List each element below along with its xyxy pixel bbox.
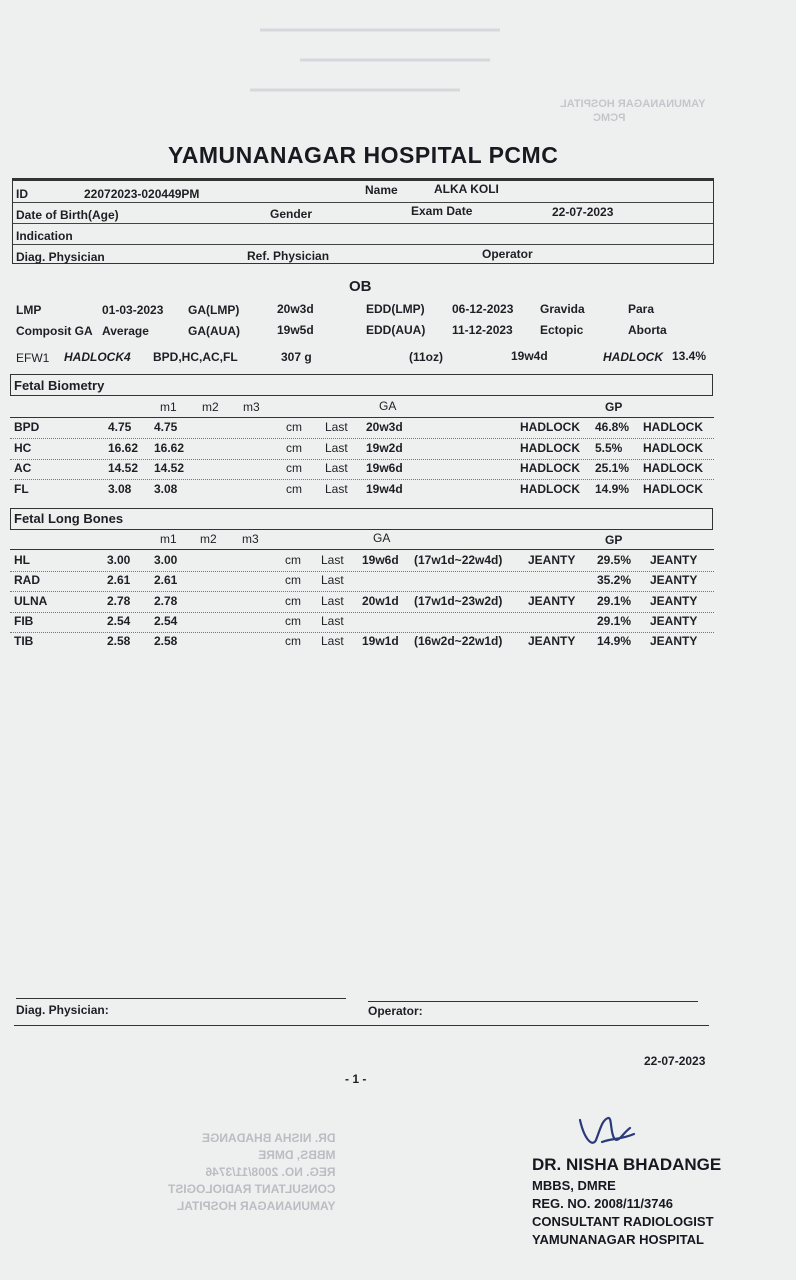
long-bone-gp-cell: 35.2%: [597, 573, 632, 587]
long-bone-m1-cell: 2.61: [154, 573, 178, 587]
divider: [13, 202, 713, 203]
biometry-name-cell: FL: [14, 482, 29, 496]
footer-date: 22-07-2023: [644, 1054, 706, 1068]
page-number: - 1 -: [345, 1072, 367, 1086]
long-bones-title: Fetal Long Bones: [14, 511, 124, 526]
stamp-mirrored: [168, 1130, 336, 1215]
row-divider: [10, 438, 714, 439]
biometry-name-cell: HC: [14, 441, 32, 455]
long-bone-range-cell: (16w2d~22w1d): [414, 634, 503, 648]
long-bone-unit-cell: cm: [285, 614, 301, 628]
biometry-value-cell: 3.08: [108, 482, 132, 496]
biometry-ga-cell: 19w4d: [366, 482, 403, 496]
long-bone-name-cell: ULNA: [14, 594, 48, 608]
long-bone-method-cell: Last: [321, 573, 344, 587]
long-bone-ref-cell: JEANTY: [528, 594, 576, 608]
biometry-unit-cell: cm: [286, 420, 302, 434]
efw-params: BPD,HC,AC,FL: [153, 350, 238, 364]
long-bone-method-cell: Last: [321, 634, 344, 648]
doctor-degree: MBBS, DMRE: [532, 1178, 616, 1193]
long-bone-method-cell: Last: [321, 594, 344, 608]
col-header-m2: m2: [200, 532, 217, 546]
long-bone-method-cell: Last: [321, 614, 344, 628]
long-bone-gp-ref-cell: JEANTY: [650, 634, 698, 648]
biometry-value-cell: 16.62: [108, 441, 139, 455]
top-stamp-line: PCMC: [593, 112, 626, 124]
gender-label: Gender: [270, 207, 313, 221]
stamp-line: MBBS, DMRE: [258, 1148, 336, 1162]
lmp-value: 01-03-2023: [102, 303, 164, 317]
long-bone-gp-cell: 29.1%: [597, 614, 632, 628]
ectopic-label: Ectopic: [540, 323, 584, 337]
composit-ga-value: Average: [102, 324, 149, 338]
biometry-gp-cell: 5.5%: [595, 441, 623, 455]
bleed-through-icon: [240, 20, 540, 120]
long-bone-name-cell: RAD: [14, 573, 40, 587]
exam-date-label: Exam Date: [411, 204, 473, 218]
footer-operator-label: Operator:: [368, 1004, 423, 1018]
long-bone-value-cell: 2.54: [107, 614, 131, 628]
lmp-label: LMP: [16, 303, 42, 317]
para-label: Para: [628, 302, 655, 316]
biometry-header-rule: [10, 417, 714, 418]
long-bone-ref-cell: JEANTY: [528, 553, 576, 567]
long-bones-header-rule: [10, 549, 714, 550]
biometry-m1-cell: 16.62: [154, 441, 185, 455]
col-header-gp: GP: [605, 533, 623, 547]
footer-rule: [14, 1025, 709, 1026]
long-bone-value-cell: 3.00: [107, 553, 131, 567]
long-bone-ga-cell: 19w6d: [362, 553, 399, 567]
long-bone-name-cell: HL: [14, 553, 30, 567]
long-bone-gp-cell: 14.9%: [597, 634, 632, 648]
operator-sign-line: [368, 1001, 698, 1002]
ga-aua-value: 19w5d: [277, 323, 314, 337]
biometry-unit-cell: cm: [286, 461, 302, 475]
biometry-ga-cell: 20w3d: [366, 420, 403, 434]
hospital-title: YAMUNANAGAR HOSPITAL PCMC: [168, 142, 559, 168]
biometry-ref-cell: HADLOCK: [520, 420, 580, 434]
biometry-ga-cell: 19w2d: [366, 441, 403, 455]
long-bone-ga-cell: 20w1d: [362, 594, 399, 608]
doctor-hospital: YAMUNANAGAR HOSPITAL: [532, 1232, 704, 1247]
efw-percent: 13.4%: [672, 349, 707, 363]
edd-lmp-label: EDD(LMP): [366, 302, 425, 316]
name-value: ALKA KOLI: [434, 182, 499, 196]
long-bone-unit-cell: cm: [285, 573, 301, 587]
id-value: 22072023-020449PM: [84, 187, 200, 201]
aborta-label: Aborta: [628, 323, 667, 337]
biometry-m1-cell: 3.08: [154, 482, 178, 496]
biometry-ga-cell: 19w6d: [366, 461, 403, 475]
long-bone-value-cell: 2.61: [107, 573, 131, 587]
long-bone-gp-ref-cell: JEANTY: [650, 553, 698, 567]
long-bone-unit-cell: cm: [285, 594, 301, 608]
biometry-method-cell: Last: [325, 482, 348, 496]
ref-physician-label: Ref. Physician: [247, 249, 330, 263]
efw-weight: 307 g: [281, 350, 312, 364]
edd-aua-label: EDD(AUA): [366, 323, 426, 337]
long-bone-m1-cell: 2.78: [154, 594, 178, 608]
biometry-gp-ref-cell: HADLOCK: [643, 461, 703, 475]
row-divider: [10, 479, 714, 480]
gravida-label: Gravida: [540, 302, 585, 316]
efw-label: EFW1: [16, 351, 50, 365]
doctor-title: CONSULTANT RADIOLOGIST: [532, 1214, 714, 1229]
biometry-ref-cell: HADLOCK: [520, 441, 580, 455]
top-stamp-mirrored: [560, 97, 705, 125]
col-header-ga: GA: [379, 399, 397, 413]
operator-label: Operator: [482, 247, 533, 261]
biometry-method-cell: Last: [325, 461, 348, 475]
row-divider: [10, 459, 714, 460]
biometry-ref-cell: HADLOCK: [520, 482, 580, 496]
name-label: Name: [365, 183, 398, 197]
col-header-ga: GA: [373, 531, 391, 545]
biometry-gp-cell: 25.1%: [595, 461, 630, 475]
long-bone-m1-cell: 2.54: [154, 614, 178, 628]
col-header-m3: m3: [243, 400, 260, 414]
efw-oz: (11oz): [409, 350, 444, 364]
long-bone-method-cell: Last: [321, 553, 344, 567]
biometry-gp-cell: 46.8%: [595, 420, 630, 434]
biometry-name-cell: BPD: [14, 420, 40, 434]
biometry-m1-cell: 14.52: [154, 461, 185, 475]
diag-physician-sign-line: [16, 998, 346, 999]
long-bone-name-cell: FIB: [14, 614, 34, 628]
long-bone-ref-cell: JEANTY: [528, 634, 576, 648]
biometry-title: Fetal Biometry: [14, 378, 105, 393]
long-bone-name-cell: TIB: [14, 634, 34, 648]
divider: [13, 223, 713, 224]
col-header-m1: m1: [160, 400, 177, 414]
long-bone-gp-ref-cell: JEANTY: [650, 573, 698, 587]
long-bone-range-cell: (17w1d~22w4d): [414, 553, 503, 567]
doctor-name: DR. NISHA BHADANGE: [532, 1155, 722, 1174]
biometry-m1-cell: 4.75: [154, 420, 178, 434]
long-bone-unit-cell: cm: [285, 634, 301, 648]
doctor-stamp: [532, 1155, 721, 1247]
long-bone-m1-cell: 3.00: [154, 553, 178, 567]
long-bone-gp-ref-cell: JEANTY: [650, 594, 698, 608]
col-header-m2: m2: [202, 400, 219, 414]
biometry-section-box: [10, 374, 713, 396]
efw-method: HADLOCK4: [64, 350, 131, 364]
biometry-gp-ref-cell: HADLOCK: [643, 420, 703, 434]
col-header-m1: m1: [160, 532, 177, 546]
col-header-gp: GP: [605, 400, 623, 414]
biometry-gp-cell: 14.9%: [595, 482, 630, 496]
biometry-name-cell: AC: [14, 461, 32, 475]
row-divider: [10, 571, 714, 572]
long-bone-gp-cell: 29.5%: [597, 553, 632, 567]
footer-diag-physician-label: Diag. Physician:: [16, 1003, 109, 1017]
doctor-reg: REG. NO. 2008/11/3746: [532, 1196, 673, 1211]
long-bone-range-cell: (17w1d~23w2d): [414, 594, 503, 608]
efw-ref: HADLOCK: [603, 350, 663, 364]
long-bone-gp-cell: 29.1%: [597, 594, 632, 608]
row-divider: [10, 612, 714, 613]
ga-lmp-value: 20w3d: [277, 302, 314, 316]
ob-heading: OB: [349, 278, 372, 295]
stamp-line: YAMUNANAGAR HOSPITAL: [176, 1199, 336, 1213]
ga-aua-label: GA(AUA): [188, 324, 240, 338]
edd-lmp-value: 06-12-2023: [452, 302, 514, 316]
long-bone-gp-ref-cell: JEANTY: [650, 614, 698, 628]
stamp-line: CONSULTANT RADIOLOGIST: [168, 1182, 336, 1196]
id-label: ID: [16, 187, 28, 201]
long-bone-unit-cell: cm: [285, 553, 301, 567]
biometry-unit-cell: cm: [286, 482, 302, 496]
dob-label: Date of Birth(Age): [16, 208, 119, 222]
row-divider: [10, 632, 714, 633]
top-stamp-line: YAMUNANAGAR HOSPITAL: [560, 98, 706, 110]
stamp-line: REG. NO. 2008/11/3746: [205, 1165, 336, 1179]
long-bone-m1-cell: 2.58: [154, 634, 178, 648]
biometry-method-cell: Last: [325, 441, 348, 455]
col-header-m3: m3: [242, 532, 259, 546]
stamp-line: DR. NISHA BHADANGE: [201, 1131, 336, 1145]
divider: [13, 244, 713, 245]
long-bone-value-cell: 2.58: [107, 634, 131, 648]
efw-ga: 19w4d: [511, 349, 548, 363]
row-divider: [10, 591, 714, 592]
long-bone-value-cell: 2.78: [107, 594, 131, 608]
biometry-gp-ref-cell: HADLOCK: [643, 482, 703, 496]
exam-date-value: 22-07-2023: [552, 205, 614, 219]
indication-label: Indication: [16, 229, 73, 243]
composit-ga-label: Composit GA: [16, 324, 93, 338]
edd-aua-value: 11-12-2023: [452, 323, 513, 337]
biometry-method-cell: Last: [325, 420, 348, 434]
signature-icon: [572, 1108, 642, 1158]
long-bone-ga-cell: 19w1d: [362, 634, 399, 648]
biometry-value-cell: 14.52: [108, 461, 139, 475]
bleed-through-text: [240, 20, 540, 120]
biometry-ref-cell: HADLOCK: [520, 461, 580, 475]
biometry-unit-cell: cm: [286, 441, 302, 455]
biometry-value-cell: 4.75: [108, 420, 132, 434]
diag-physician-label: Diag. Physician: [16, 250, 105, 264]
ga-lmp-label: GA(LMP): [188, 303, 240, 317]
biometry-gp-ref-cell: HADLOCK: [643, 441, 703, 455]
